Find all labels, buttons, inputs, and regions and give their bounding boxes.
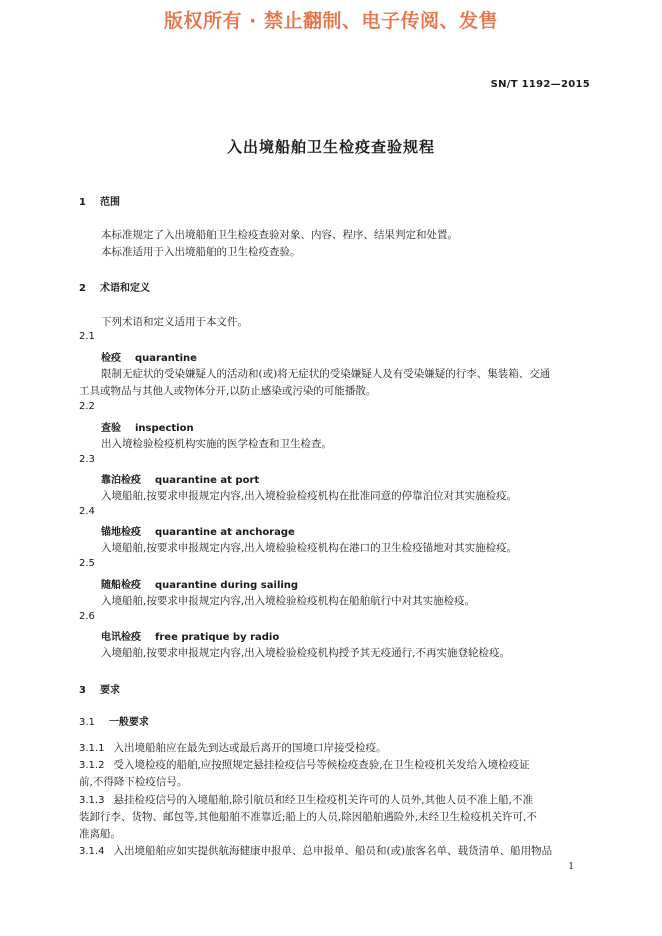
term-entry bbox=[101, 419, 194, 434]
term-entry bbox=[101, 523, 295, 538]
paragraph: 下列术语和定义适用于本文件。 bbox=[101, 316, 248, 328]
term-definition: 入境船舶,按要求申报规定内容,出入境检验检疫机构在批准同意的停靠泊位对其实施检疫。 bbox=[101, 490, 518, 502]
section-number: 2 bbox=[79, 283, 86, 294]
term-number: 2.1 bbox=[79, 331, 95, 342]
term-definition: 工具或物品与其他人或物体分开,以防止感染或污染的可能播散。 bbox=[79, 385, 377, 397]
clause-text: 入出境船舶应如实提供航海健康申报单、总申报单、船员和(或)旅客名单、载货清单、船用物品 bbox=[113, 845, 553, 857]
section-number: 3 bbox=[79, 685, 86, 696]
clause-number: 3.1.3 bbox=[79, 795, 105, 806]
section-title: 术语和定义 bbox=[99, 283, 150, 294]
section-title: 范围 bbox=[99, 197, 120, 208]
term-english: quarantine at anchorage bbox=[155, 527, 295, 538]
paragraph: 本标准规定了入出境船舶卫生检疫查验对象、内容、程序、结果判定和处置。 bbox=[101, 229, 458, 241]
term-number: 2.4 bbox=[79, 506, 95, 517]
section-title: 一般要求 bbox=[108, 717, 149, 728]
term-english: quarantine during sailing bbox=[155, 580, 299, 591]
term-entry bbox=[101, 576, 298, 591]
clause-number: 3.1.1 bbox=[79, 743, 105, 754]
clause-number: 3.1.2 bbox=[79, 760, 105, 771]
term-definition: 入境船舶,按要求申报规定内容,出入境检验检疫机构授予其无疫通行,不再实施登轮检疫。 bbox=[101, 647, 511, 659]
clause-text: 准离船。 bbox=[79, 828, 121, 840]
term-chinese: 锚地检疫 bbox=[101, 527, 141, 538]
clause-3-1-2 bbox=[79, 757, 530, 772]
term-english: free pratique by radio bbox=[155, 632, 280, 643]
term-chinese: 电讯检疫 bbox=[101, 632, 141, 643]
term-chinese: 检疫 bbox=[101, 353, 121, 364]
term-english: quarantine bbox=[135, 353, 197, 364]
term-english: inspection bbox=[135, 423, 194, 434]
standard-number: SN/T 1192—2015 bbox=[490, 79, 590, 90]
term-number: 2.2 bbox=[79, 401, 95, 412]
term-chinese: 随船检疫 bbox=[101, 580, 141, 591]
section-number: 3.1 bbox=[79, 717, 95, 728]
term-number: 2.3 bbox=[79, 454, 95, 465]
clause-text: 悬挂检疫信号的入境船舶,除引航员和经卫生检疫机关许可的人员外,其他人员不准上船,不准 bbox=[113, 794, 533, 806]
term-definition: 出入境检验检疫机构实施的医学检查和卫生检查。 bbox=[101, 438, 332, 450]
clause-3-1-1 bbox=[79, 740, 386, 755]
section-number: 1 bbox=[79, 197, 86, 208]
clause-text: 前,不得降下检疫信号。 bbox=[79, 776, 188, 788]
section-1-heading bbox=[79, 193, 120, 208]
clause-text: 受入境检疫的船舶,应按照规定悬挂检疫信号等候检疫查验,在卫生检疫机关发给入境检疫证 bbox=[113, 759, 530, 771]
term-english: quarantine at port bbox=[155, 475, 260, 486]
term-chinese: 靠泊检疫 bbox=[101, 475, 141, 486]
clause-text: 入出境船舶应在最先到达或最后离开的国境口岸接受检疫。 bbox=[113, 742, 387, 754]
section-title: 要求 bbox=[99, 685, 120, 696]
clause-number: 3.1.4 bbox=[79, 846, 105, 857]
clause-3-1-4 bbox=[79, 843, 552, 858]
term-chinese: 查验 bbox=[101, 423, 121, 434]
term-entry bbox=[101, 628, 279, 643]
clause-3-1-3 bbox=[79, 792, 533, 807]
term-definition: 入境船舶,按要求申报规定内容,出入境检验检疫机构在港口的卫生检疫锚地对其实施检疫。 bbox=[101, 542, 518, 554]
subsection-3-1-heading bbox=[79, 713, 149, 728]
term-definition: 限制无症状的受染嫌疑人的活动和(或)将无症状的受染嫌疑人及有受染嫌疑的行李、集装箱、交通 bbox=[101, 368, 551, 380]
term-entry bbox=[101, 471, 259, 486]
page-number: 1 bbox=[568, 862, 574, 872]
document-title: 入出境船舶卫生检疫查验规程 bbox=[226, 138, 435, 156]
term-entry bbox=[101, 349, 197, 364]
clause-text: 装卸行李、货物、邮包等,其他船舶不准靠近;船上的人员,除因船舶遇险外,未经卫生检疫机关许可,不 bbox=[79, 811, 537, 823]
section-2-heading bbox=[79, 279, 150, 294]
section-3-heading bbox=[79, 681, 120, 696]
paragraph: 本标准适用于入出境船舶的卫生检疫查验。 bbox=[101, 246, 301, 258]
term-number: 2.5 bbox=[79, 558, 95, 569]
term-number: 2.6 bbox=[79, 611, 95, 622]
term-definition: 入境船舶,按要求申报规定内容,出入境检验检疫机构在船舶航行中对其实施检疫。 bbox=[101, 595, 476, 607]
copyright-watermark: 版权所有 · 禁止翻制、电子传阅、发售 bbox=[164, 10, 498, 32]
